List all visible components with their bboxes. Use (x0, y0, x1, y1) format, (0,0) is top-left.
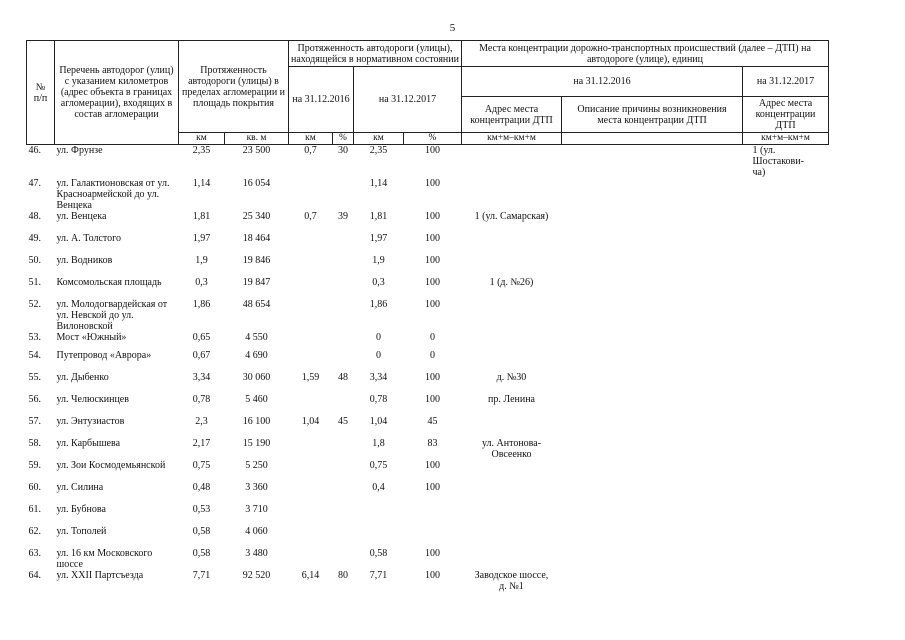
table-row (27, 299, 829, 332)
cell-p17: 100 (425, 277, 440, 288)
cell-km16 (289, 350, 333, 372)
header-name: Перечень автодорог (улиц) с указанием километров (адрес объекта в границах агломерации), входящих в состав агломерации (55, 41, 179, 145)
header-dtp: Места концентрации дорожно-транспортных происшествий (далее – ДТП) на автодороге (улице), единиц (462, 41, 829, 67)
cell-addr2 (743, 570, 829, 598)
cell-p17: 45 (427, 416, 438, 427)
cell-addr2: 1 (ул. Шостакови- ча) (752, 145, 804, 178)
unit-km-2017: км (354, 133, 404, 145)
cell-name: ул. Силина (56, 482, 104, 493)
header-no: № п/п (27, 41, 55, 145)
cell-addr (462, 255, 562, 277)
cell-no: 63. (28, 548, 41, 559)
cell-addr2 (743, 233, 829, 255)
cell-no: 47. (28, 178, 41, 189)
cell-p17: 100 (425, 548, 440, 559)
header-dtp-2017: на 31.12.2017 (743, 67, 829, 97)
cell-addr (462, 332, 562, 350)
cell-addr: 1 (ул. Самарская) (474, 211, 549, 222)
table-row (27, 504, 829, 526)
cell-reason (562, 394, 743, 416)
cell-name: ул. Галактионовская от ул. Красноармейской до ул. Венцека (56, 178, 170, 211)
cell-km: 0,53 (192, 504, 211, 515)
cell-addr (462, 504, 562, 526)
cell-km16: 1,59 (301, 372, 320, 383)
cell-km16: 0,7 (304, 211, 317, 222)
cell-km17: 1,97 (369, 233, 388, 244)
cell-p16: 45 (338, 416, 348, 427)
cell-km16 (289, 255, 333, 277)
cell-km: 1,86 (192, 299, 211, 310)
cell-km17: 3,34 (369, 372, 388, 383)
header-dtp-addr-2017: Адрес места концентрации ДТП (743, 97, 829, 133)
cell-no: 49. (28, 233, 41, 244)
cell-p17: 100 (425, 460, 440, 471)
cell-km16 (289, 526, 333, 548)
cell-no: 48. (28, 211, 41, 222)
cell-km17: 7,71 (369, 570, 388, 581)
cell-name: ул. Челюскинцев (56, 394, 129, 405)
cell-name: ул. Фрунзе (56, 145, 103, 156)
unit-km-2016: км (289, 133, 333, 145)
cell-no: 56. (28, 394, 41, 405)
cell-addr (462, 233, 562, 255)
header-dtp-reason: Описание причины возникновения места концентрации ДТП (562, 97, 743, 133)
cell-no: 61. (28, 504, 41, 515)
cell-km: 0,58 (192, 526, 211, 537)
table-row (27, 526, 829, 548)
cell-addr2 (743, 526, 829, 548)
cell-km17: 0,3 (372, 277, 385, 288)
cell-name: ул. Молодогвардейская от ул. Невской до ул. Вилоновской (56, 299, 168, 332)
header-length: Протяженность автодороги (улицы) в пределах агломерации и площадь покрытия (179, 41, 289, 133)
cell-p17: 100 (425, 394, 440, 405)
cell-km16 (289, 332, 333, 350)
cell-km17: 0 (376, 350, 381, 361)
cell-p16 (333, 438, 354, 460)
cell-km16 (289, 548, 333, 570)
cell-km16 (289, 504, 333, 526)
cell-p16: 48 (338, 372, 348, 383)
cell-p16 (333, 277, 354, 299)
table-row (27, 570, 829, 598)
cell-p16 (333, 299, 354, 332)
roads-table (26, 40, 829, 598)
table-body (27, 145, 829, 599)
cell-name: ул. Бубнова (56, 504, 106, 515)
cell-sqm: 5 250 (245, 460, 268, 471)
cell-p17 (404, 504, 462, 526)
cell-km17: 1,9 (372, 255, 385, 266)
cell-addr (462, 299, 562, 332)
table-row (27, 548, 829, 570)
cell-addr: 1 (д. №26) (489, 277, 534, 288)
cell-p16 (333, 178, 354, 211)
cell-reason (562, 416, 743, 438)
cell-km16: 1,04 (301, 416, 320, 427)
cell-p17: 100 (425, 145, 440, 156)
table-row (27, 372, 829, 394)
cell-sqm: 3 360 (245, 482, 268, 493)
cell-name: ул. 16 км Московского шоссе (56, 548, 153, 570)
cell-no: 55. (28, 372, 41, 383)
cell-reason (562, 372, 743, 394)
cell-addr (462, 548, 562, 570)
unit-pct-2016: % (333, 133, 354, 145)
cell-km17: 0,4 (372, 482, 385, 493)
cell-no: 46. (28, 145, 41, 156)
cell-p17: 0 (430, 332, 435, 343)
cell-km17: 1,86 (369, 299, 388, 310)
cell-addr: Заводское шоссе, д. №1 (474, 570, 549, 592)
cell-km17: 0 (376, 332, 381, 343)
cell-p16: 80 (338, 570, 348, 581)
cell-no: 50. (28, 255, 41, 266)
cell-p17: 100 (425, 255, 440, 266)
cell-addr2 (743, 548, 829, 570)
cell-km: 2,3 (195, 416, 208, 427)
cell-p16 (333, 460, 354, 482)
cell-no: 62. (28, 526, 41, 537)
cell-p16 (333, 504, 354, 526)
cell-reason (562, 178, 743, 211)
cell-addr2 (743, 299, 829, 332)
table-row (27, 482, 829, 504)
cell-name: Комсомольская площадь (56, 277, 162, 288)
cell-addr2 (743, 255, 829, 277)
cell-name: ул. Энтузиастов (56, 416, 125, 427)
cell-no: 53. (28, 332, 41, 343)
cell-addr (462, 416, 562, 438)
cell-addr (462, 526, 562, 548)
cell-km16 (289, 277, 333, 299)
cell-km16 (289, 438, 333, 460)
cell-addr2 (743, 504, 829, 526)
cell-name: Мост «Южный» (56, 332, 127, 343)
table-row (27, 460, 829, 482)
cell-sqm: 3 480 (245, 548, 268, 559)
cell-name: ул. Венцека (56, 211, 107, 222)
cell-addr2 (743, 460, 829, 482)
cell-sqm: 23 500 (242, 145, 271, 156)
header-norm-2017: на 31.12.2017 (354, 67, 462, 133)
cell-km: 0,78 (192, 394, 211, 405)
cell-km: 2,35 (192, 145, 211, 156)
cell-addr (462, 482, 562, 504)
cell-addr: д. №30 (496, 372, 527, 383)
cell-km16 (289, 394, 333, 416)
cell-p16: 39 (338, 211, 348, 222)
cell-sqm: 5 460 (245, 394, 268, 405)
cell-addr (462, 460, 562, 482)
cell-km17 (354, 526, 404, 548)
cell-reason (562, 233, 743, 255)
cell-km16 (289, 460, 333, 482)
cell-p17: 100 (425, 233, 440, 244)
cell-reason (562, 504, 743, 526)
cell-addr2 (743, 332, 829, 350)
cell-sqm: 4 690 (245, 350, 268, 361)
cell-km17: 0,78 (369, 394, 388, 405)
table-row (27, 255, 829, 277)
cell-reason (562, 332, 743, 350)
cell-p16 (333, 255, 354, 277)
table-row (27, 145, 829, 179)
cell-sqm: 4 550 (245, 332, 268, 343)
unit-sqm: кв. м (225, 133, 289, 145)
cell-sqm: 19 847 (242, 277, 271, 288)
table-row (27, 233, 829, 255)
cell-km17: 1,04 (369, 416, 388, 427)
cell-km: 0,65 (192, 332, 211, 343)
cell-km: 0,48 (192, 482, 211, 493)
cell-p17: 0 (430, 350, 435, 361)
cell-p17: 100 (425, 482, 440, 493)
cell-name: ул. Водников (56, 255, 113, 266)
unit-kmm: км+м–км+м (462, 133, 562, 145)
cell-sqm: 48 654 (242, 299, 271, 310)
cell-reason (562, 211, 743, 233)
cell-p16: 30 (338, 145, 348, 156)
cell-sqm: 18 464 (242, 233, 271, 244)
cell-sqm: 16 100 (242, 416, 271, 427)
cell-km17: 2,35 (369, 145, 388, 156)
cell-addr2 (743, 211, 829, 233)
cell-sqm: 15 190 (242, 438, 271, 449)
cell-km: 1,97 (192, 233, 211, 244)
cell-sqm: 30 060 (242, 372, 271, 383)
cell-addr2 (743, 416, 829, 438)
cell-km16 (289, 482, 333, 504)
cell-addr2 (743, 438, 829, 460)
cell-reason (562, 299, 743, 332)
cell-sqm: 25 340 (242, 211, 271, 222)
cell-p17: 100 (425, 372, 440, 383)
cell-km: 0,75 (192, 460, 211, 471)
cell-p17: 100 (425, 299, 440, 310)
cell-km17: 0,75 (369, 460, 388, 471)
cell-p16 (333, 482, 354, 504)
cell-p16 (333, 350, 354, 372)
cell-sqm: 3 710 (245, 504, 268, 515)
cell-reason (562, 145, 743, 179)
header-norm-2016: на 31.12.2016 (289, 67, 354, 133)
cell-km17: 0,58 (369, 548, 388, 559)
cell-km: 1,9 (195, 255, 208, 266)
cell-addr2 (743, 277, 829, 299)
cell-km17: 1,14 (369, 178, 388, 189)
cell-name: ул. А. Толстого (56, 233, 122, 244)
cell-reason (562, 482, 743, 504)
cell-p16 (333, 233, 354, 255)
cell-addr (462, 178, 562, 211)
cell-p16 (333, 394, 354, 416)
cell-no: 52. (28, 299, 41, 310)
cell-km: 3,34 (192, 372, 211, 383)
cell-no: 58. (28, 438, 41, 449)
unit-pct-2017: % (404, 133, 462, 145)
cell-p16 (333, 526, 354, 548)
cell-km17: 1,81 (369, 211, 388, 222)
cell-km16 (289, 233, 333, 255)
table-row (27, 277, 829, 299)
cell-p17: 83 (427, 438, 438, 449)
cell-sqm: 16 054 (242, 178, 271, 189)
cell-sqm: 92 520 (242, 570, 271, 581)
cell-p17: 100 (425, 570, 440, 581)
cell-sqm: 4 060 (245, 526, 268, 537)
cell-addr (462, 350, 562, 372)
cell-addr2 (743, 178, 829, 211)
cell-p16 (333, 332, 354, 350)
cell-addr: пр. Ленина (488, 394, 535, 405)
unit-blank (562, 133, 743, 145)
cell-km16: 0,7 (304, 145, 317, 156)
cell-p17: 100 (425, 211, 440, 222)
table-row (27, 211, 829, 233)
cell-reason (562, 526, 743, 548)
cell-p17 (404, 526, 462, 548)
cell-km16 (289, 299, 333, 332)
cell-km16 (289, 178, 333, 211)
cell-reason (562, 570, 743, 598)
cell-reason (562, 460, 743, 482)
cell-addr2 (743, 394, 829, 416)
cell-reason (562, 277, 743, 299)
cell-km17 (354, 504, 404, 526)
cell-km: 0,58 (192, 548, 211, 559)
cell-reason (562, 548, 743, 570)
table-row (27, 178, 829, 211)
header-normative: Протяженность автодороги (улицы), находящейся в нормативном состоянии (289, 41, 462, 67)
table-row (27, 416, 829, 438)
cell-reason (562, 255, 743, 277)
cell-p17: 100 (425, 178, 440, 189)
cell-no: 54. (28, 350, 41, 361)
cell-km: 1,81 (192, 211, 211, 222)
cell-addr2 (743, 350, 829, 372)
cell-km: 0,3 (195, 277, 208, 288)
cell-p16 (333, 548, 354, 570)
cell-no: 57. (28, 416, 41, 427)
cell-addr (462, 145, 562, 179)
cell-name: ул. Карбышева (56, 438, 121, 449)
header-dtp-addr: Адрес места концентрации ДТП (462, 97, 562, 133)
table-row (27, 350, 829, 372)
cell-addr: ул. Антонова- Овсеенко (481, 438, 542, 460)
cell-km: 2,17 (192, 438, 211, 449)
cell-no: 51. (28, 277, 41, 288)
cell-sqm: 19 846 (242, 255, 271, 266)
cell-name: Путепровод «Аврора» (56, 350, 152, 361)
cell-addr2 (743, 482, 829, 504)
header-dtp-2016: на 31.12.2016 (462, 67, 743, 97)
unit-km: км (179, 133, 225, 145)
cell-km16: 6,14 (301, 570, 320, 581)
cell-addr2 (743, 372, 829, 394)
table-row (27, 332, 829, 350)
table-row (27, 438, 829, 460)
unit-kmm-2017: км+м–км+м (743, 133, 829, 145)
cell-name: ул. Зои Космодемьянской (56, 460, 166, 471)
table-row (27, 394, 829, 416)
cell-no: 60. (28, 482, 41, 493)
cell-name: ул. Дыбенко (56, 372, 109, 383)
cell-km: 1,14 (192, 178, 211, 189)
cell-km17: 1,8 (372, 438, 385, 449)
cell-name: ул. XXII Партсъезда (56, 570, 144, 581)
cell-no: 59. (28, 460, 41, 471)
page-number: 5 (449, 22, 456, 34)
cell-no: 64. (28, 570, 41, 581)
cell-km: 7,71 (192, 570, 211, 581)
cell-reason (562, 350, 743, 372)
cell-reason (562, 438, 743, 460)
cell-name: ул. Тополей (56, 526, 107, 537)
cell-km: 0,67 (192, 350, 211, 361)
